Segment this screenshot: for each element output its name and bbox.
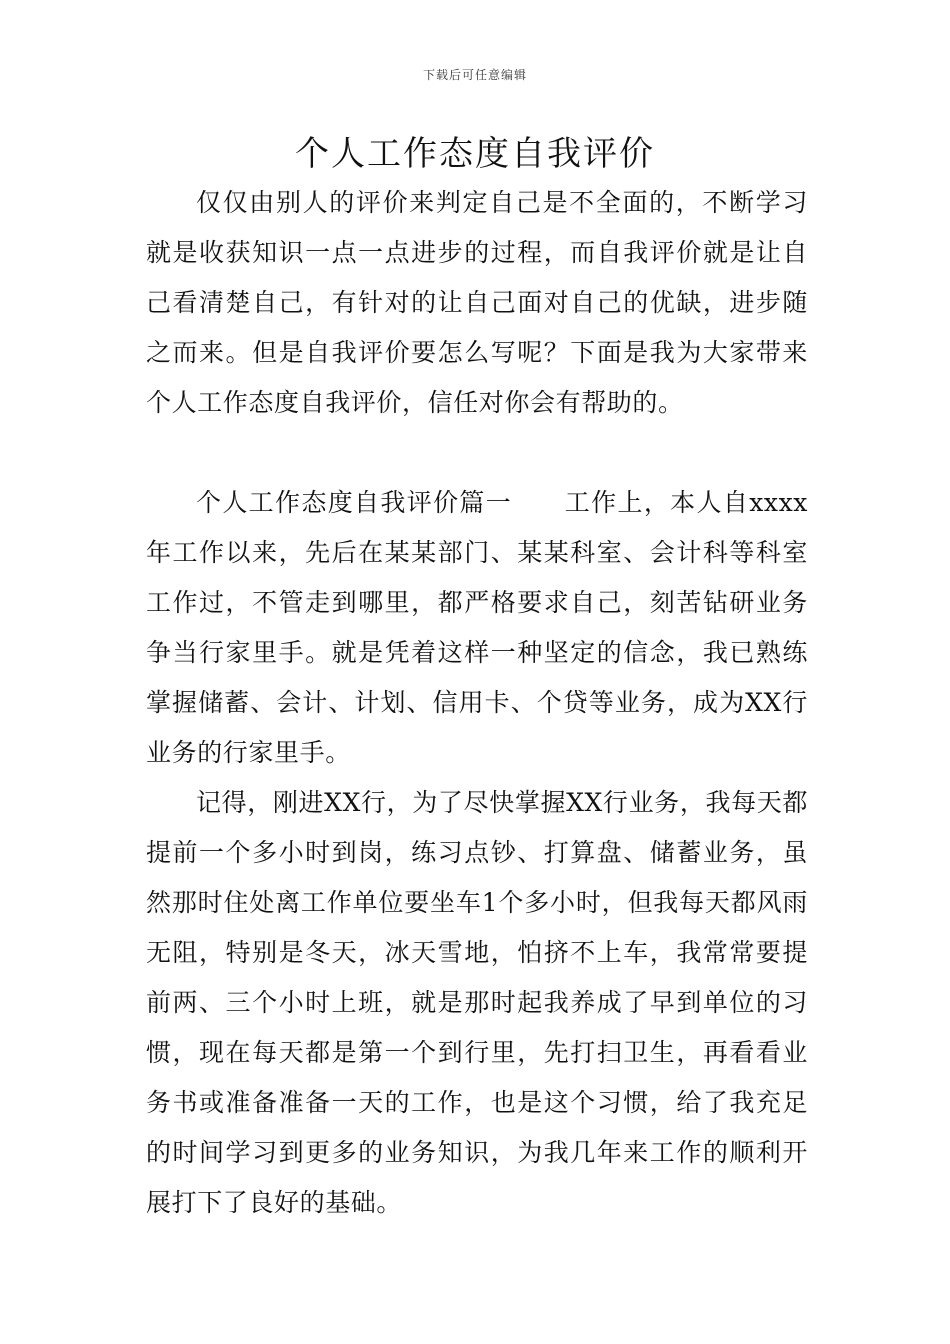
section-one-paragraph: 个人工作态度自我评价篇一 工作上，本人自xxxx年工作以来，先后在某某部门、某某科室、会计科等科室工作过，不管走到哪里，都严格要求自己，刻苦钻研业务争当行家里手。就是凭着这样一种坚定的信念，我已熟练掌握储蓄、会计、计划、信用卡、个贷等业务，成为XX行业务的行家里手。 (146, 488, 808, 767)
memory-paragraph: 记得，刚进XX行，为了尽快掌握XX行业务，我每天都提前一个多小时到岗，练习点钞、打算盘、储蓄业务，虽然那时住处离工作单位要坐车1个多小时，但我每天都风雨无阻，特别是冬天，冰天雪地，怕挤不上车，我常常要提前两、三个小时上班，就是那时起我养成了早到单位的习惯，现在每天都是第一个到行里，先打扫卫生，再看看业务书或准备准备一天的工作，也是这个习惯，给了我充足的时间学习到更多的业务知识，为我几年来工作的顺利开展打下了良好的基础。 (146, 788, 808, 1217)
document-body (146, 178, 808, 1228)
paragraph-spacer (146, 428, 808, 478)
page-title: 个人工作态度自我评价 (295, 134, 655, 174)
header-note: 下载后可任意编辑 (422, 68, 527, 82)
intro-paragraph: 仅仅由别人的评价来判定自己是不全面的，不断学习就是收获知识一点一点进步的过程，而自我评价就是让自己看清楚自己，有针对的让自己面对自己的优缺，进步随之而来。但是自我评价要怎么写呢？下面是我为大家带来个人工作态度自我评价，信任对你会有帮助的。 (146, 188, 808, 417)
